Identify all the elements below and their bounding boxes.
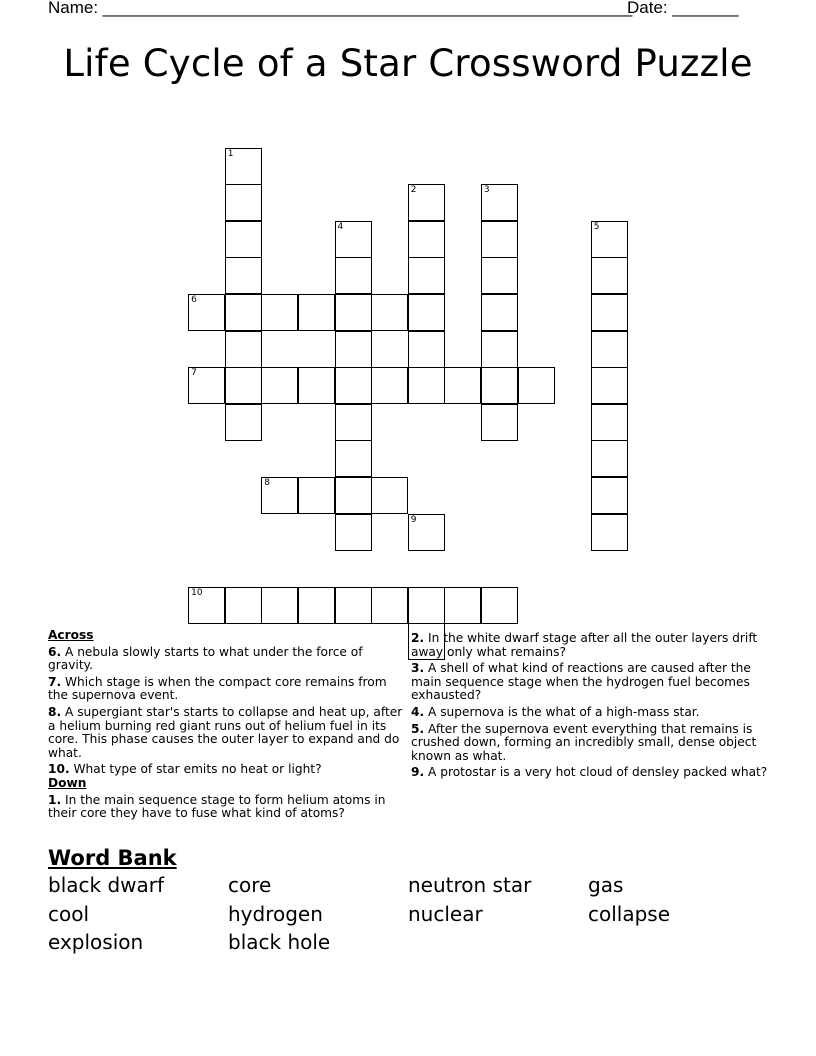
word-bank — [48, 873, 768, 959]
grid-cell[interactable] — [481, 221, 518, 258]
grid-cell[interactable] — [225, 367, 262, 404]
clue-number: 3. — [411, 661, 425, 676]
clues-left-column — [48, 629, 408, 821]
grid-cell[interactable] — [371, 367, 408, 404]
grid-cell[interactable] — [335, 477, 372, 514]
clue-item — [411, 632, 771, 659]
grid-cell[interactable] — [591, 331, 628, 368]
grid-cell[interactable] — [481, 184, 518, 221]
clue-text: What type of star emits no heat or light? — [69, 762, 322, 777]
grid-cell[interactable] — [335, 221, 372, 258]
grid-cell[interactable] — [225, 184, 262, 221]
cell-number: 5 — [593, 221, 600, 232]
word-bank-item: hydrogen — [228, 901, 323, 926]
clue-text: In the white dwarf stage after all the outer layers drift away only what remains? — [411, 631, 758, 659]
grid-cell[interactable] — [298, 367, 335, 404]
clue-number: 6. — [48, 644, 62, 659]
cell-number: 6 — [191, 295, 197, 305]
grid-cell[interactable] — [591, 367, 628, 404]
clue-text: A supernova is the what of a high-mass star. — [424, 704, 700, 719]
grid-cell[interactable] — [371, 477, 408, 514]
clue-item — [48, 763, 408, 777]
grid-cell[interactable] — [408, 221, 445, 258]
grid-cell[interactable] — [408, 294, 445, 331]
clue-text: A nebula slowly starts to what under the force of gravity. — [48, 644, 363, 673]
grid-cell[interactable] — [408, 184, 445, 221]
word-bank-item: explosion — [48, 930, 144, 954]
grid-cell[interactable] — [408, 331, 445, 368]
grid-cell[interactable] — [371, 587, 408, 624]
clue-number: 7. — [48, 674, 62, 689]
clue-number: 8. — [48, 704, 62, 719]
grid-cell[interactable] — [335, 587, 372, 624]
grid-cell[interactable] — [335, 331, 372, 368]
word-bank-item: gas — [588, 873, 624, 897]
grid-cell[interactable] — [225, 587, 262, 624]
grid-cell[interactable] — [298, 294, 335, 331]
name-field-label[interactable]: Name: ________________________________________________________ — [48, 0, 633, 17]
clue-number: 2. — [411, 631, 425, 645]
clue-item — [48, 676, 408, 703]
grid-cell[interactable] — [225, 294, 262, 331]
word-bank-item: black hole — [228, 930, 331, 954]
cell-number: 4 — [337, 221, 344, 232]
grid-cell[interactable] — [188, 367, 225, 404]
word-bank-item: black dwarf — [48, 873, 165, 897]
clue-number: 10. — [48, 762, 70, 777]
down-clue-1 — [48, 794, 408, 821]
cell-number: 2 — [410, 185, 417, 196]
cell-number: 1 — [227, 148, 234, 159]
grid-cell[interactable] — [408, 257, 445, 294]
grid-cell[interactable] — [225, 404, 262, 441]
word-bank-title: Word Bank — [48, 846, 177, 870]
date-field-label[interactable]: Date: _______ — [627, 0, 739, 17]
grid-cell[interactable] — [481, 404, 518, 441]
grid-cell[interactable] — [444, 367, 481, 404]
grid-cell[interactable] — [481, 294, 518, 331]
grid-cell[interactable] — [481, 587, 518, 624]
across-heading: Across — [48, 628, 94, 642]
grid-cell[interactable] — [261, 587, 298, 624]
grid-cell[interactable] — [335, 440, 372, 477]
cell-number: 8 — [264, 478, 271, 488]
grid-cell[interactable] — [591, 514, 628, 551]
grid-cell[interactable] — [591, 404, 628, 441]
cell-number: 10 — [191, 587, 203, 598]
clue-text: After the supernova event everything that remains is crushed down, forming an incredibly small, dense object known as what. — [411, 721, 757, 763]
word-bank-item: core — [228, 873, 272, 897]
grid-cell[interactable] — [298, 587, 335, 624]
cell-number: 9 — [410, 514, 417, 525]
grid-cell[interactable] — [335, 367, 372, 404]
grid-cell[interactable] — [225, 331, 262, 368]
word-bank-item: cool — [48, 901, 90, 926]
grid-cell[interactable] — [261, 477, 298, 514]
grid-cell[interactable] — [335, 257, 372, 294]
word-bank-item: nuclear — [408, 901, 483, 926]
grid-cell[interactable] — [408, 514, 445, 551]
grid-cell[interactable] — [371, 294, 408, 331]
grid-cell[interactable] — [591, 440, 628, 477]
grid-cell[interactable] — [335, 404, 372, 441]
grid-cell[interactable] — [408, 587, 445, 624]
clue-text: In the main sequence stage to form helium atoms in their core they have to fuse what kind of atoms? — [48, 792, 386, 821]
clue-number: 4. — [411, 704, 425, 719]
cell-number: 3 — [483, 185, 490, 196]
clues-right-column — [411, 629, 771, 780]
grid-cell[interactable] — [591, 257, 628, 294]
clue-item — [411, 766, 771, 780]
clue-text: A supergiant star's starts to collapse and heat up, after a helium burning red giant runs out of helium fuel in its core. This phase causes the outer layer to expand and do what. — [48, 704, 403, 760]
clue-item — [411, 706, 771, 720]
grid-cell[interactable] — [298, 477, 335, 514]
grid-cell[interactable] — [188, 294, 225, 331]
grid-cell[interactable] — [225, 221, 262, 258]
cell-number: 7 — [191, 368, 197, 379]
grid-cell[interactable] — [591, 221, 628, 258]
grid-cell[interactable] — [225, 148, 262, 185]
grid-cell[interactable] — [335, 514, 372, 551]
grid-cell[interactable] — [481, 367, 518, 404]
word-bank-item: collapse — [588, 901, 671, 926]
header-line — [48, 0, 768, 20]
grid-cell[interactable] — [261, 367, 298, 404]
down-clue-list — [411, 632, 771, 780]
grid-cell[interactable] — [481, 257, 518, 294]
clue-item — [411, 662, 771, 703]
grid-cell[interactable] — [481, 331, 518, 368]
clue-number: 9. — [411, 765, 425, 780]
grid-cell[interactable] — [591, 294, 628, 331]
grid-cell[interactable] — [188, 587, 225, 624]
clue-item — [411, 723, 771, 764]
grid-cell[interactable] — [335, 294, 372, 331]
clue-number: 1. — [48, 792, 62, 807]
clue-number: 5. — [411, 721, 425, 736]
word-bank-item: neutron star — [408, 873, 532, 897]
grid-cell[interactable] — [444, 587, 481, 624]
grid-cell[interactable] — [591, 477, 628, 514]
grid-cell[interactable] — [261, 294, 298, 331]
clue-text: Which stage is when the compact core remains from the supernova event. — [48, 674, 387, 703]
grid-cell[interactable] — [408, 367, 445, 404]
across-clue-list — [48, 646, 408, 777]
clue-text: A protostar is a very hot cloud of densley packed what? — [424, 765, 768, 780]
clue-text: A shell of what kind of reactions are caused after the main sequence stage when the hydrogen fuel becomes exhausted? — [411, 661, 751, 703]
down-heading: Down — [48, 775, 87, 790]
grid-cell[interactable] — [518, 367, 555, 404]
clue-item — [48, 706, 408, 760]
grid-cell[interactable] — [225, 257, 262, 294]
page-title: Life Cycle of a Star Crossword Puzzle — [63, 42, 753, 85]
clue-item — [48, 646, 408, 673]
